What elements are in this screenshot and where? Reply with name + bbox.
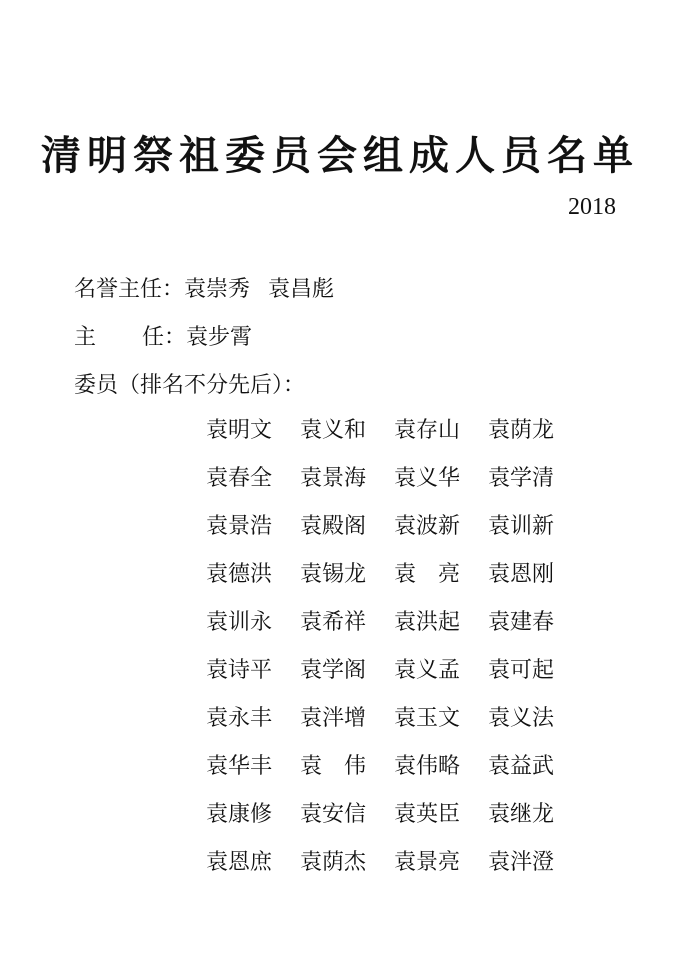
member-name: 袁永丰 <box>206 706 273 731</box>
member-name: 袁华丰 <box>206 754 273 779</box>
member-row <box>206 560 582 608</box>
member-name: 袁荫杰 <box>300 850 367 875</box>
member-name: 袁 伟 <box>300 754 367 779</box>
member-row <box>206 512 582 560</box>
member-name: 袁景浩 <box>206 514 273 539</box>
member-name: 袁锡龙 <box>300 562 367 587</box>
honorary-director-name: 袁昌彪 <box>268 277 335 302</box>
member-name: 袁存山 <box>394 418 461 443</box>
member-row <box>206 656 582 704</box>
member-name: 袁训永 <box>206 610 273 635</box>
director-name: 袁步霄 <box>186 325 253 350</box>
honorary-director-label: 名誉主任： <box>74 277 185 302</box>
member-name: 袁 亮 <box>394 562 461 587</box>
member-name: 袁明文 <box>206 418 273 443</box>
director-label-part-b: 任： <box>142 325 187 350</box>
member-name: 袁伟略 <box>394 754 461 779</box>
member-name: 袁希祥 <box>300 610 367 635</box>
member-name: 袁义和 <box>300 418 367 443</box>
member-row <box>206 848 582 896</box>
member-name: 袁恩庶 <box>206 850 273 875</box>
member-name: 袁德洪 <box>206 562 273 587</box>
member-name: 袁训新 <box>488 514 555 539</box>
member-name: 袁英臣 <box>394 802 461 827</box>
document-year: 2018 <box>568 194 616 220</box>
member-name: 袁殿阁 <box>300 514 367 539</box>
member-name: 袁玉文 <box>394 706 461 731</box>
member-row <box>206 704 582 752</box>
member-name: 袁恩刚 <box>488 562 555 587</box>
member-name: 袁学清 <box>488 466 555 491</box>
member-row <box>206 800 582 848</box>
member-name: 袁义华 <box>394 466 461 491</box>
member-name: 袁义法 <box>488 706 555 731</box>
honorary-director-name: 袁崇秀 <box>184 277 251 302</box>
member-row <box>206 608 582 656</box>
document-title: 清明祭祖委员会组成人员名单 <box>41 133 639 179</box>
member-name: 袁波新 <box>394 514 461 539</box>
member-name: 袁可起 <box>488 658 555 683</box>
member-name: 袁景亮 <box>394 850 461 875</box>
member-name: 袁继龙 <box>488 802 555 827</box>
member-name: 袁建春 <box>488 610 555 635</box>
member-name: 袁春全 <box>206 466 273 491</box>
member-name: 袁荫龙 <box>488 418 555 443</box>
members-list <box>206 416 582 896</box>
member-name: 袁康修 <box>206 802 273 827</box>
member-name: 袁泮增 <box>300 706 367 731</box>
member-name: 袁洪起 <box>394 610 461 635</box>
member-row <box>206 416 582 464</box>
member-name: 袁学阁 <box>300 658 367 683</box>
member-name: 袁安信 <box>300 802 367 827</box>
member-name: 袁诗平 <box>206 658 273 683</box>
director-line <box>74 320 252 351</box>
member-name: 袁义孟 <box>394 658 461 683</box>
member-name: 袁益武 <box>488 754 555 779</box>
member-name: 袁泮澄 <box>488 850 555 875</box>
honorary-director-line <box>74 272 334 303</box>
member-row <box>206 752 582 800</box>
member-row <box>206 464 582 512</box>
director-label-part-a: 主 <box>74 325 97 350</box>
members-label: 委员（排名不分先后）： <box>74 373 306 398</box>
member-name: 袁景海 <box>300 466 367 491</box>
